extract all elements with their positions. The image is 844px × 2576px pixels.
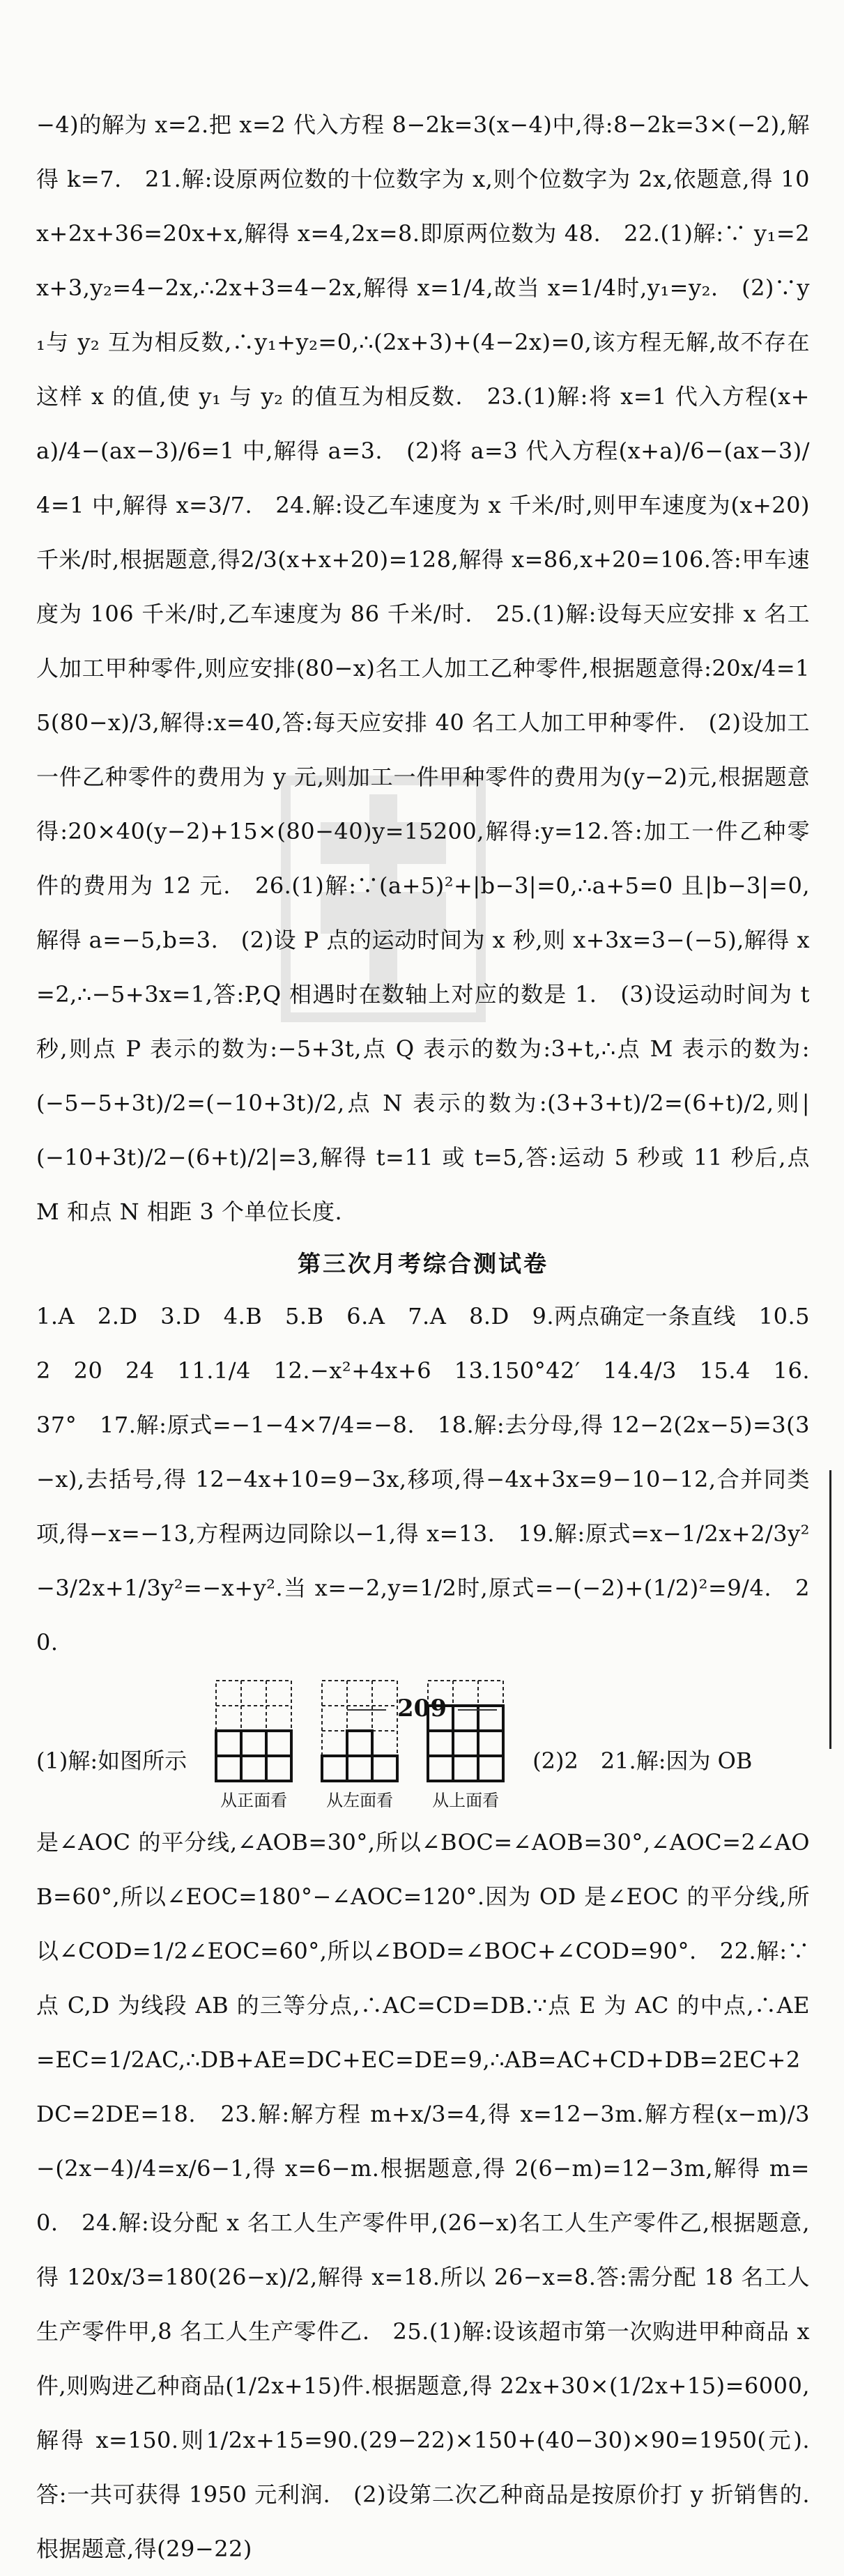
page-number-dash-right	[458, 1709, 497, 1711]
section-title: 第三次月考综合测试卷	[298, 1250, 548, 1277]
top-view-label: 从上面看	[432, 1791, 500, 1810]
answer-paragraph-2: 1.A 2.D 3.D 4.B 5.B 6.A 7.A 8.D 9.两点确定一条直线 10.52 20 24 11.1/4 12.−x²+4x+6 13.150°42′ 14.4/3 15.4 16.37° 17.解:原式=−1−4×7/4=−8. 18.解:去分母,得 12−2(2x−5)=3(3−x),去括号,得 12−4x+10=9−3x,移项,得−4x+3x=9−10−12,合并同类项,得−x=−13,方程两边同除以−1,得 x=13. 19.解:原式=x−1/2x+2/3y²−3/2x+1/3y²=−x+y².当 x=−2,y=1/2时,原式=−(−2)+(1/2)²=9/4. 20.	[36, 1303, 810, 1656]
figure-lead-text: (1)解:如图所示	[36, 1748, 187, 1774]
front-view-label: 从正面看	[220, 1791, 288, 1810]
answer-paragraph-3: 是∠AOC 的平分线,∠AOB=30°,所以∠BOC=∠AOB=30°,∠AOC=2∠AOB=60°,所以∠EOC=180°−∠AOC=120°.因为 OD 是∠EOC 的平分线,所以∠COD=1/2∠EOC=60°,所以∠BOD=∠BOC+∠COD=90°. 22.解:∵点 C,D 为线段 AB 的三等分点,∴AC=CD=DB.∵点 E 为 AC 的中点,∴AE=EC=1/2AC,∴DB+AE=DC+EC=DE=9,∴AB=AC+CD+DB=2EC+2DC=2DE=18. 23.解:解方程 m+x/3=4,得 x=12−3m.解方程(x−m)/3−(2x−4)/4=x/6−1,得 x=6−m.根据题意,得 2(6−m)=12−3m,解得 m=0. 24.解:设分配 x 名工人生产零件甲,(26−x)名工人生产零件乙,根据题意,得 120x/3=180(26−x)/2,解得 x=18.所以 26−x=8.答:需分配 18 名工人生产零件甲,8 名工人生产零件乙. 25.(1)解:设该超市第一次购进甲种商品 x 件,则购进乙种商品(1/2x+15)件.根据题意,得 22x+30×(1/2x+15)=6000,解得 x=150.则1/2x+15=90.(29−22)×150+(40−30)×90=1950(元).答:一共可获得 1950 元利润. (2)设第二次乙种商品是按原价打 y 折销售的.根据题意,得(29−22)	[36, 1829, 810, 2562]
answer-content	[36, 98, 810, 2576]
page-number-value: 209	[397, 1695, 447, 1722]
figure-tail-text: (2)2 21.解:因为 OB	[532, 1748, 753, 1774]
page-number	[0, 1695, 844, 1722]
page-number-dash-left	[347, 1709, 386, 1711]
answer-paragraph-1: −4)的解为 x=2.把 x=2 代入方程 8−2k=3(x−4)中,得:8−2k=3×(−2),解得 k=7. 21.解:设原两位数的十位数字为 x,则个位数字为 2x,依题意,得 10x+2x+36=20x+x,解得 x=4,2x=8.即原两位数为 48. 22.(1)解:∵ y₁=2x+3,y₂=4−2x,∴2x+3=4−2x,解得 x=1/4,故当 x=1/4时,y₁=y₂. (2)∵y₁与 y₂ 互为相反数,∴y₁+y₂=0,∴(2x+3)+(4−2x)=0,该方程无解,故不存在这样 x 的值,使 y₁ 与 y₂ 的值互为相反数. 23.(1)解:将 x=1 代入方程(x+a)/4−(ax−3)/6=1 中,解得 a=3. (2)将 a=3 代入方程(x+a)/6−(ax−3)/4=1 中,解得 x=3/7. 24.解:设乙车速度为 x 千米/时,则甲车速度为(x+20)千米/时,根据题意,得2/3(x+x+20)=128,解得 x=86,x+20=106.答:甲车速度为 106 千米/时,乙车速度为 86 千米/时. 25.(1)解:设每天应安排 x 名工人加工甲种零件,则应安排(80−x)名工人加工乙种零件,根据题意得:20x/4=15(80−x)/3,解得:x=40,答:每天应安排 40 名工人加工甲种零件. (2)设加工一件乙种零件的费用为 y 元,则加工一件甲种零件的费用为(y−2)元,根据题意得:20×40(y−2)+15×(80−40)y=15200,解得:y=12.答:加工一件乙种零件的费用为 12 元. 26.(1)解:∵(a+5)²+|b−3|=0,∴a+5=0 且|b−3|=0,解得 a=−5,b=3. (2)设 P 点的运动时间为 x 秒,则 x+3x=3−(−5),解得 x=2,∴−5+3x=1,答:P,Q 相遇时在数轴上对应的数是 1. (3)设运动时间为 t 秒,则点 P 表示的数为:−5+3t,点 Q 表示的数为:3+t,∴点 M 表示的数为:(−5−5+3t)/2=(−10+3t)/2,点 N 表示的数为:(3+3+t)/2=(6+t)/2,则|(−10+3t)/2−(6+t)/2|=3,解得 t=11 或 t=5,答:运动 5 秒或 11 秒后,点 M 和点 N 相距 3 个单位长度.	[36, 111, 810, 1225]
left-view-label: 从左面看	[326, 1791, 394, 1810]
scan-edge-line	[829, 1470, 831, 1749]
